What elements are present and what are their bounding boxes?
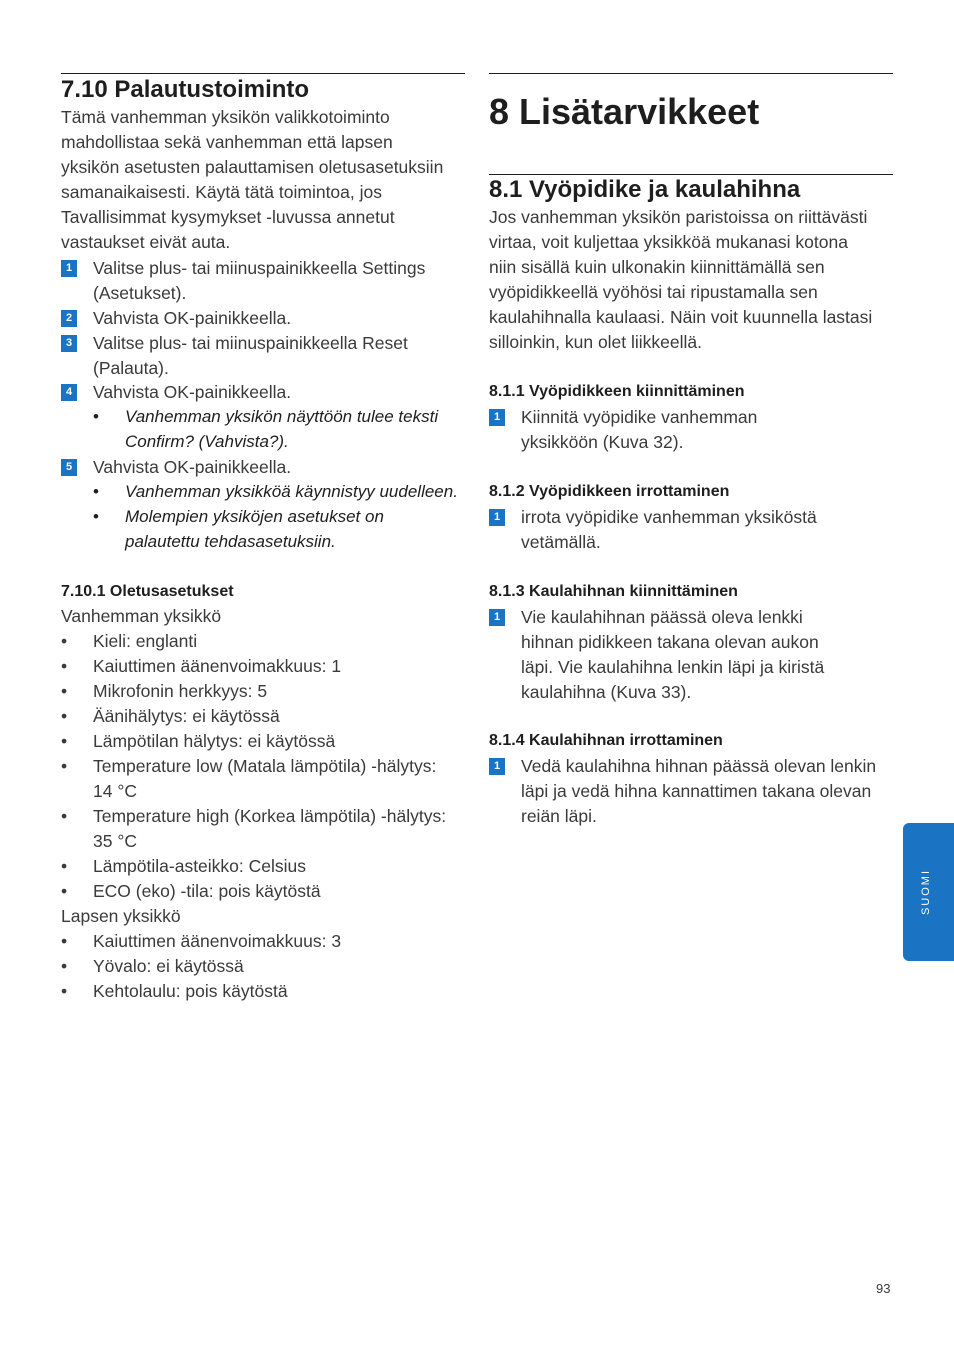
step-number-badge: 1 <box>61 260 77 277</box>
step-number-badge: 1 <box>489 609 505 626</box>
subsection-title: 8.1.1 Vyöpidikkeen kiinnittäminen <box>489 383 745 400</box>
section-heading-8-1: 8.1 Vyöpidike ja kaulahihna <box>489 176 801 203</box>
parent-unit-label: Vanhemman yksikkö <box>61 606 222 626</box>
step-number-badge: 3 <box>61 335 77 352</box>
subsection-title: 8.1.4 Kaulahihnan irrottaminen <box>489 732 723 749</box>
step-5-note: • Vanhemman yksikköä käynnistyy uudelleen. <box>93 482 458 501</box>
step-number-badge: 1 <box>489 758 505 775</box>
step-number-badge: 1 <box>489 409 505 426</box>
right-top-rule <box>489 73 893 74</box>
step-number-badge: 4 <box>61 384 77 401</box>
intro-paragraph: Jos vanhemman yksikön paristoissa on riittävästi virtaa, voit kuljettaa yksikköä mukanasi kotona niin sisällä kuin ulkonakin kiinnittämällä sen vyöpidikkeellä vyöhösi tai ripustamalla sen kaulahihnalla kaulaasi. Näin voit kuunnella lastasi silloinkin, kun olet liikkeellä. <box>489 207 873 352</box>
child-unit-label: Lapsen yksikkö <box>61 906 181 926</box>
step-4-note: • Vanhemman yksikön näyttöön tulee teksti Confirm? (Vahvista?). <box>93 407 439 451</box>
language-tab-label: SUOMI <box>920 868 932 916</box>
step-5-note: • Molempien yksiköjen asetukset on palautettu tehdasasetuksiin. <box>93 507 384 551</box>
subheading-7-10-1: 7.10.1 Oletusasetukset <box>61 583 234 600</box>
step-number-badge: 5 <box>61 459 77 476</box>
intro-paragraph: Tämä vanhemman yksikön valikkotoiminto mahdollistaa sekä vanhemman että lapsen yksikön asetusten palauttamisen oletusasetuksiin samanaikaisesti. Käytä tätä toimintoa, jos Tavallisimmat kysymykset -luvussa annetut vastaukset eivät auta. <box>61 107 444 252</box>
step-number-badge: 2 <box>61 310 77 327</box>
page-number: 93 <box>876 1281 891 1296</box>
chapter-title: 8 Lisätarvikkeet <box>489 91 760 132</box>
subsection-title: 8.1.3 Kaulahihnan kiinnittäminen <box>489 583 738 600</box>
section-heading-7-10: 7.10 Palautustoiminto <box>61 76 310 103</box>
subsection-title: 8.1.2 Vyöpidikkeen irrottaminen <box>489 483 730 500</box>
left-top-rule <box>61 73 465 74</box>
step-number-badge: 1 <box>489 509 505 526</box>
